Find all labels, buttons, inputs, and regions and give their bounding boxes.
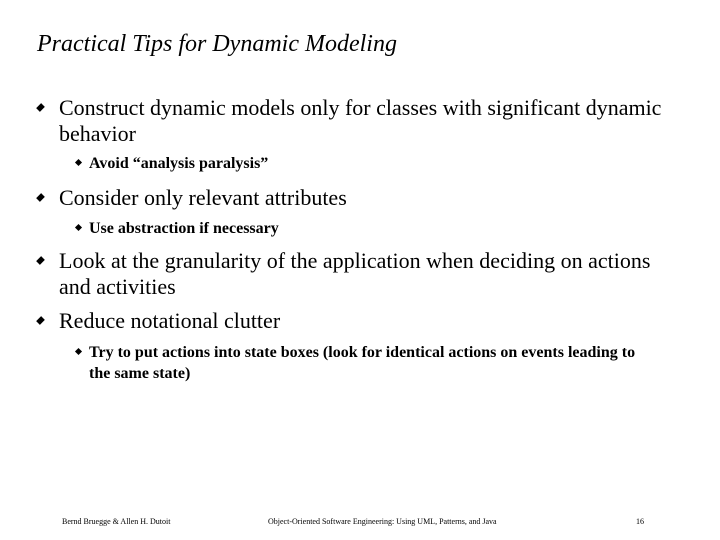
diamond-bullet-icon — [75, 348, 82, 355]
diamond-bullet-icon — [75, 224, 82, 231]
footer-book-title: Object-Oriented Software Engineering: Using UML, Patterns, and Java — [268, 517, 497, 526]
bullet-text: Consider only relevant attributes — [59, 185, 347, 210]
sub-bullet-state-boxes — [76, 342, 656, 384]
sub-bullet-text: Avoid “analysis paralysis” — [89, 155, 269, 172]
bullet-relevant-attributes — [37, 185, 677, 211]
sub-bullet-text: Use abstraction if necessary — [89, 220, 279, 237]
diamond-bullet-icon — [36, 193, 45, 202]
footer-page-number: 16 — [636, 517, 644, 526]
sub-bullet-use-abstraction — [76, 218, 656, 239]
bullet-text: Look at the granularity of the application when deciding on actions and activities — [59, 248, 651, 299]
bullet-granularity — [37, 248, 677, 300]
diamond-bullet-icon — [36, 256, 45, 265]
diamond-bullet-icon — [36, 103, 45, 112]
sub-bullet-avoid-paralysis — [76, 153, 656, 174]
sub-bullet-text: Try to put actions into state boxes (look for identical actions on events leading to the same state) — [89, 344, 636, 382]
diamond-bullet-icon — [36, 316, 45, 325]
bullet-text: Reduce notational clutter — [59, 308, 281, 333]
slide-title: Practical Tips for Dynamic Modeling — [37, 31, 397, 57]
footer-authors: Bernd Bruegge & Allen H. Dutoit — [62, 517, 171, 526]
bullet-reduce-clutter — [37, 308, 677, 334]
bullet-text: Construct dynamic models only for classes with significant dynamic behavior — [59, 95, 662, 146]
bullet-construct-dynamic-models — [37, 95, 677, 147]
diamond-bullet-icon — [75, 159, 82, 166]
